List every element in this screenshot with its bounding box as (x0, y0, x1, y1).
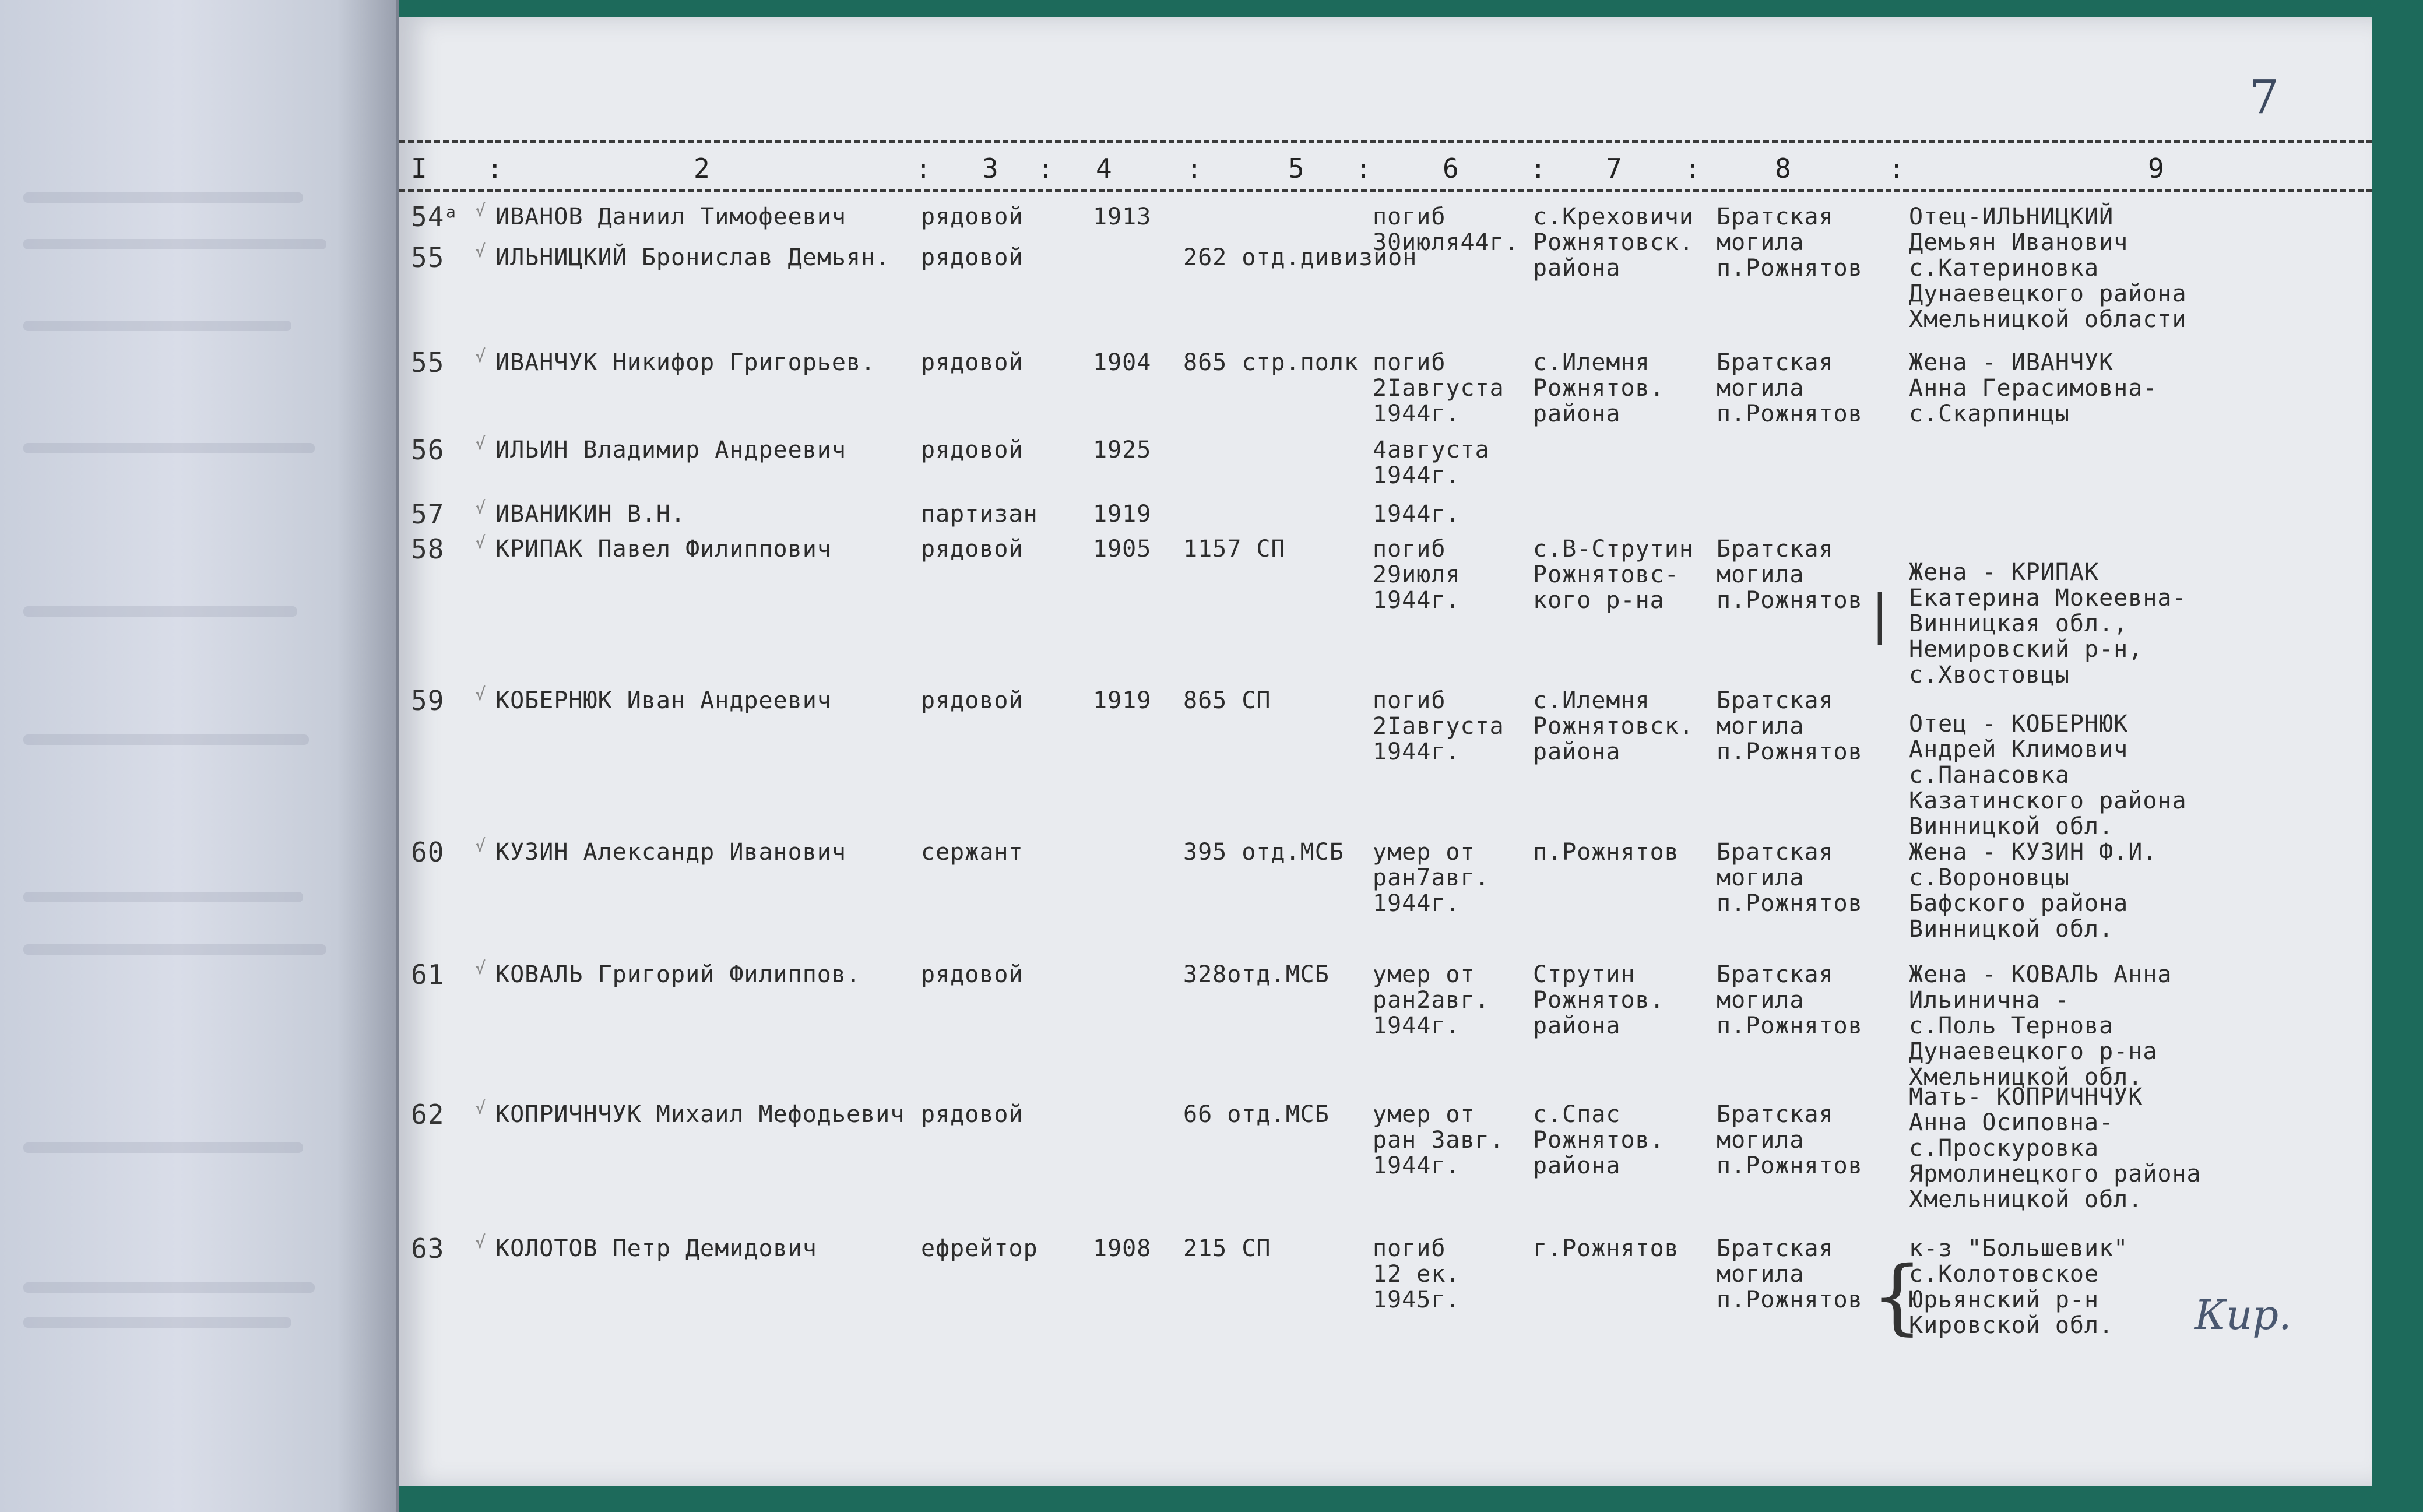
cell-no: 58 (411, 533, 445, 565)
cell-relatives: Жена - КОВАЛЬ Анна Ильинична - с.Поль Тернова Дунаевецкого р-на Хмельницкой обл. (1909, 961, 2172, 1091)
cell-year: 1905 (1093, 536, 1152, 562)
column-header: : (1685, 153, 1701, 184)
cell-unit: 395 отд.МСБ (1183, 839, 1344, 866)
check-mark-icon: √ (475, 201, 486, 221)
cell-burial: Братская могила п.Рожнятов (1717, 1101, 1863, 1179)
cell-death: погиб 30июля44г. (1373, 203, 1519, 256)
column-header: : (487, 153, 503, 184)
cell-name: ИВАНИКИН В.Н. (495, 501, 686, 528)
cell-year: 1919 (1093, 501, 1152, 528)
cell-burial: Братская могила п.Рожнятов (1717, 203, 1863, 282)
cell-no: 57 (411, 498, 445, 530)
cell-place: с.Креховичи Рожнятовск. района (1533, 203, 1694, 282)
cell-death: 4августа 1944г. (1373, 437, 1490, 489)
check-mark-icon: √ (475, 241, 486, 262)
cell-relatives: Отец - КОБЕРНЮК Андрей Климович с.Панасовка Казатинского района Винницкой обл. (1909, 711, 2187, 840)
check-mark-icon: √ (475, 346, 486, 367)
cell-burial: Братская могила п.Рожнятов (1717, 961, 1863, 1039)
column-header: : (1038, 153, 1054, 184)
cell-name: КРИПАК Павел Филиппович (495, 536, 832, 562)
cell-no: 62 (411, 1099, 445, 1130)
cell-no: 61 (411, 959, 445, 990)
cell-rank: рядовой (921, 961, 1024, 988)
cell-unit: 262 отд.дивизион (1183, 244, 1418, 271)
cell-rank: сержант (921, 839, 1024, 866)
column-header: 5 (1288, 153, 1304, 184)
column-header: : (1355, 153, 1371, 184)
cell-rank: рядовой (921, 203, 1024, 230)
column-header: 2 (694, 153, 710, 184)
cell-no: 56 (411, 434, 445, 466)
cell-death: погиб 2Iавгуста 1944г. (1373, 349, 1504, 427)
cell-rank: рядовой (921, 349, 1024, 376)
cell-year: 1904 (1093, 349, 1152, 376)
cell-no: 54 (411, 201, 445, 233)
row-mark: a (446, 202, 456, 221)
cell-death: погиб 29июля 1944г. (1373, 536, 1461, 614)
page-number: 7 (2249, 70, 2279, 124)
bleed-through-text (23, 239, 326, 249)
cell-relatives: Мать- КОПРИЧНЧУК Анна Осиповна- с.Проскуровка Ярмолинецкого района Хмельницкой обл. (1909, 1084, 2202, 1213)
check-mark-icon: √ (475, 836, 486, 856)
bleed-through-text (23, 944, 326, 955)
column-header: 4 (1096, 153, 1112, 184)
cell-relatives: к-з "Большевик" с.Колотовское Юрьянский р-н Кировской обл. (1909, 1235, 2129, 1339)
column-header: 9 (2148, 153, 2164, 184)
cell-no: 60 (411, 836, 445, 868)
cell-burial: Братская могила п.Рожнятов (1717, 1235, 1863, 1313)
cell-place: Струтин Рожнятов. района (1533, 961, 1665, 1039)
column-header: : (1186, 153, 1202, 184)
cell-name: КОВАЛЬ Григорий Филиппов. (495, 961, 861, 988)
bleed-through-text (23, 321, 291, 331)
cell-rank: рядовой (921, 536, 1024, 562)
cell-death: 1944г. (1373, 501, 1461, 528)
bleed-through-text (23, 1317, 291, 1328)
cell-no: 55 (411, 242, 445, 273)
cell-place: г.Рожнятов (1533, 1235, 1679, 1262)
check-mark-icon: √ (475, 1232, 486, 1253)
cell-death: умер от ран 3авг. 1944г. (1373, 1101, 1504, 1179)
cell-death: погиб 2Iавгуста 1944г. (1373, 687, 1504, 765)
cell-burial: Братская могила п.Рожнятов (1717, 536, 1863, 614)
cell-name: ИВАНОВ Даниил Тимофеевич (495, 203, 846, 230)
cell-place: с.Илемня Рожнятов. района (1533, 349, 1665, 427)
bleed-through-text (23, 734, 309, 745)
cell-death: умер от ран7авг. 1944г. (1373, 839, 1490, 917)
column-header: : (915, 153, 931, 184)
bracket-mark: | (1871, 584, 1889, 645)
check-mark-icon: √ (475, 684, 486, 705)
cell-name: ИЛЬИН Владимир Андреевич (495, 437, 846, 463)
check-mark-icon: √ (475, 533, 486, 553)
column-header: 8 (1775, 153, 1791, 184)
cell-relatives: Жена - КУЗИН Ф.И. с.Вороновцы Бафского района Винницкой обл. (1909, 839, 2158, 943)
cell-year: 1913 (1093, 203, 1152, 230)
header-top-rule (399, 140, 2372, 143)
cell-rank: рядовой (921, 687, 1024, 714)
cell-place: с.Илемня Рожнятовск. района (1533, 687, 1694, 765)
cell-burial: Братская могила п.Рожнятов (1717, 839, 1863, 917)
cell-place: с.В-Струтин Рожнятовс- кого р-на (1533, 536, 1694, 614)
cell-burial: Братская могила п.Рожнятов (1717, 687, 1863, 765)
cell-name: ИЛЬНИЦКИЙ Бронислав Демьян. (495, 244, 891, 271)
brace-mark: { (1871, 1249, 1923, 1344)
cell-unit: 865 стр.полк (1183, 349, 1359, 376)
column-header: I (411, 153, 427, 184)
cell-no: 63 (411, 1233, 445, 1264)
cell-no: 55 (411, 347, 445, 378)
cell-relatives: Жена - ИВАНЧУК Анна Герасимовна- с.Скарпинцы (1909, 349, 2158, 427)
check-mark-icon: √ (475, 958, 486, 979)
check-mark-icon: √ (475, 498, 486, 518)
bleed-through-text (23, 443, 315, 453)
cell-name: КОБЕРНЮК Иван Андреевич (495, 687, 832, 714)
cell-rank: ефрейтор (921, 1235, 1038, 1262)
register-page (399, 17, 2372, 1486)
cell-rank: рядовой (921, 437, 1024, 463)
cell-name: КОЛОТОВ Петр Демидович (495, 1235, 817, 1262)
cell-place: п.Рожнятов (1533, 839, 1679, 866)
cell-relatives: Жена - КРИПАК Екатерина Мокеевна- Винницкая обл., Немировский р-н, с.Хвостовцы (1909, 559, 2187, 688)
bleed-through-text (23, 606, 297, 617)
check-mark-icon: √ (475, 1098, 486, 1119)
cell-name: КУЗИН Александр Иванович (495, 839, 846, 866)
cell-burial: Братская могила п.Рожнятов (1717, 349, 1863, 427)
cell-unit: 66 отд.МСБ (1183, 1101, 1330, 1128)
left-page (0, 0, 399, 1512)
cell-unit: 1157 СП (1183, 536, 1286, 562)
column-header: : (1889, 153, 1905, 184)
column-header: : (1530, 153, 1546, 184)
cell-death: погиб 12 ек. 1945г. (1373, 1235, 1461, 1313)
column-header: 7 (1606, 153, 1622, 184)
cell-rank: рядовой (921, 244, 1024, 271)
cell-relatives: Отец-ИЛЬНИЦКИЙ Демьян Иванович с.Катериновка Дунаевецкого района Хмельницкой области (1909, 203, 2187, 333)
cell-unit: 865 СП (1183, 687, 1271, 714)
bleed-through-text (23, 192, 303, 203)
cell-death: умер от ран2авг. 1944г. (1373, 961, 1490, 1039)
cell-year: 1925 (1093, 437, 1152, 463)
cell-place: с.Спас Рожнятов. района (1533, 1101, 1665, 1179)
bleed-through-text (23, 892, 303, 902)
cell-no: 59 (411, 685, 445, 716)
cell-rank: рядовой (921, 1101, 1024, 1128)
handwritten-note: Кир. (2195, 1291, 2292, 1339)
bleed-through-text (23, 1142, 303, 1153)
check-mark-icon: √ (475, 434, 486, 454)
header-bottom-rule (399, 189, 2372, 192)
cell-unit: 328отд.МСБ (1183, 961, 1330, 988)
column-header: 6 (1443, 153, 1459, 184)
cell-unit: 215 СП (1183, 1235, 1271, 1262)
cell-year: 1908 (1093, 1235, 1152, 1262)
bleed-through-text (23, 1282, 315, 1293)
cell-year: 1919 (1093, 687, 1152, 714)
cell-rank: партизан (921, 501, 1038, 528)
cell-name: КОПРИЧНЧУК Михаил Мефодьевич (495, 1101, 905, 1128)
column-header: 3 (982, 153, 998, 184)
cell-name: ИВАНЧУК Никифор Григорьев. (495, 349, 876, 376)
